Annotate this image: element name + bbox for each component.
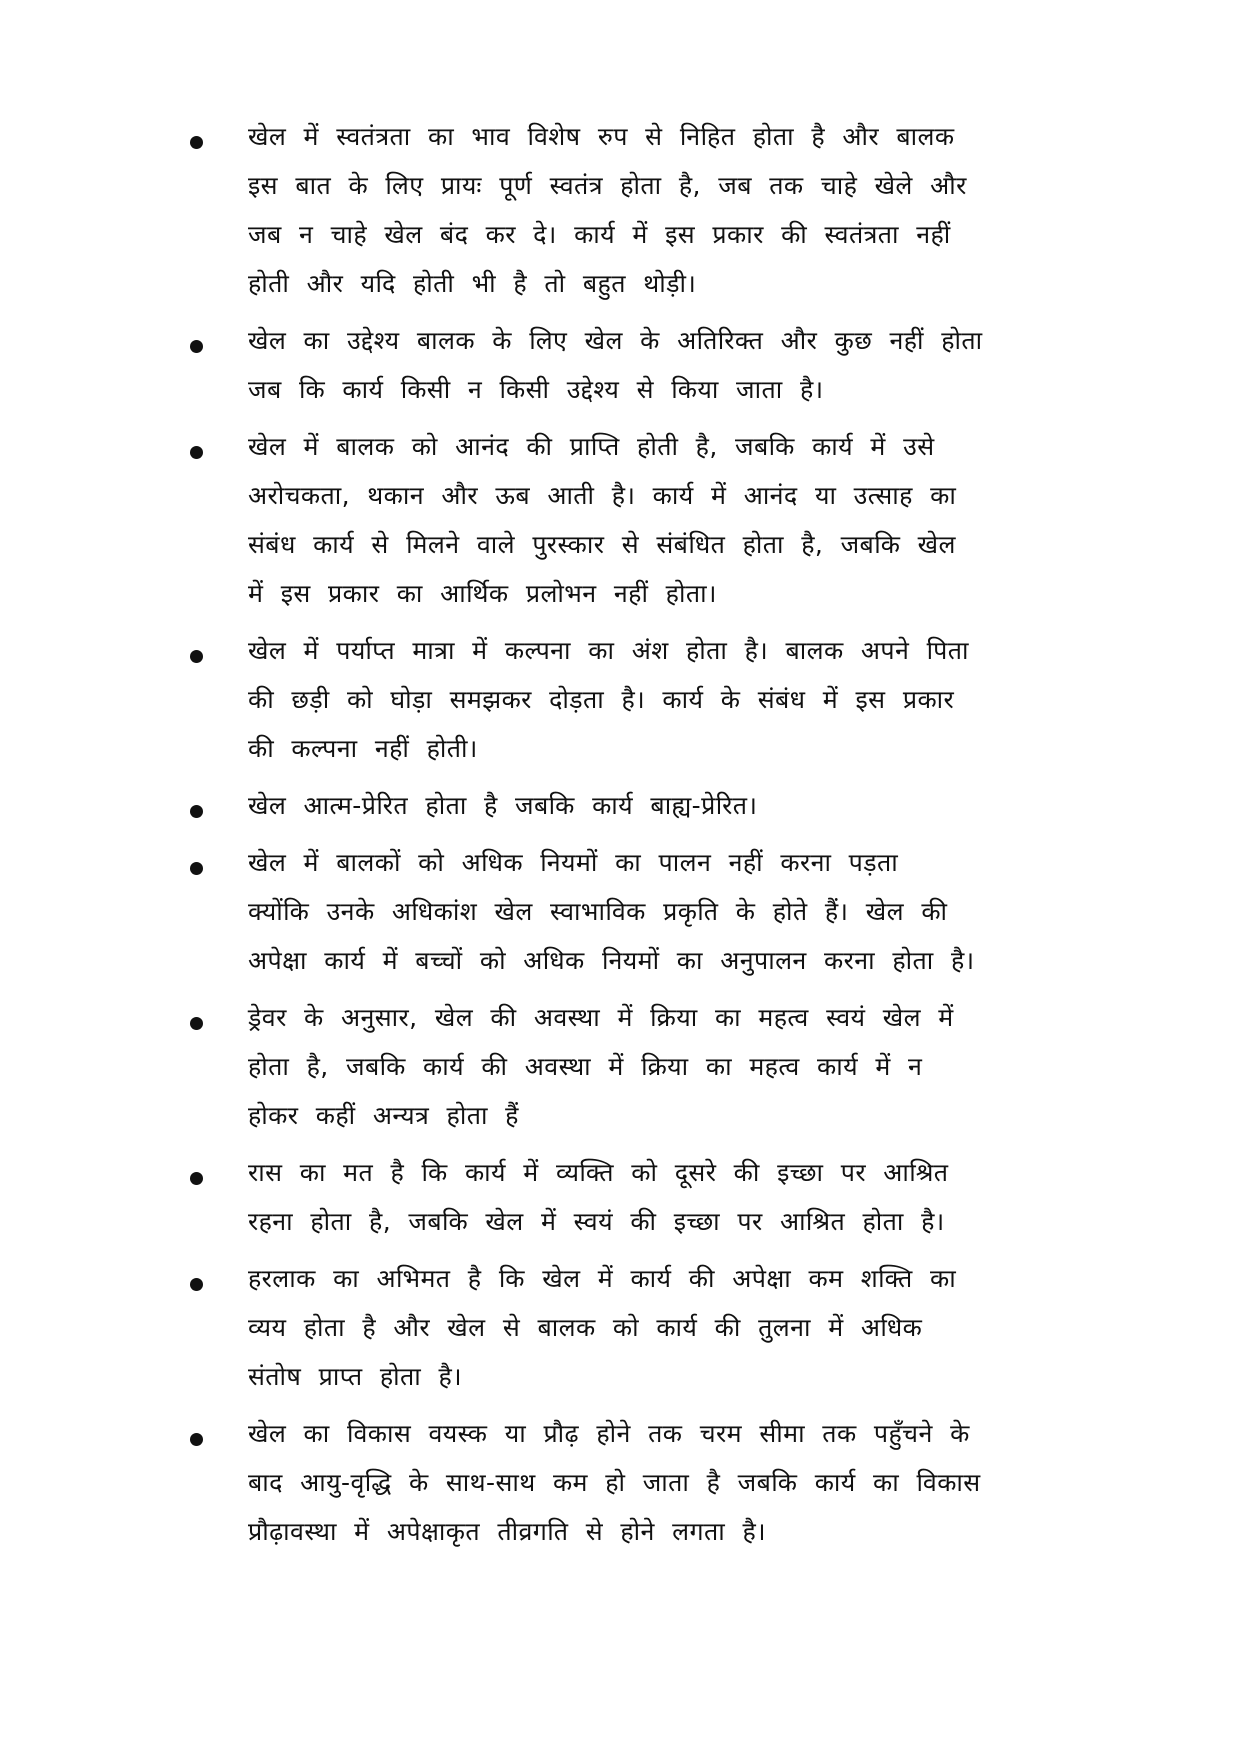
bullet-icon: [190, 1172, 203, 1185]
text-line: होती और यदि होती भी है तो बहुत थोड़ी।: [248, 269, 697, 298]
bullet-icon: [190, 650, 203, 663]
text-line: प्रौढ़ावस्था में अपेक्षाकृत तीव्रगति से होने लगता है।: [248, 1517, 767, 1546]
bullet-list: [190, 112, 1070, 1564]
list-item: [190, 1148, 1070, 1246]
text-line: जब कि कार्य किसी न किसी उद्देश्य से किया जाता है।: [248, 375, 824, 404]
bullet-icon: [190, 1017, 203, 1030]
text-line: क्योंकि उनके अधिकांश खेल स्वाभाविक प्रकृति के होते हैं। खेल की: [248, 897, 948, 926]
text-line: व्यय होता है और खेल से बालक को कार्य की तुलना में अधिक: [248, 1313, 923, 1342]
text-line: इस बात के लिए प्रायः पूर्ण स्वतंत्र होता है, जब तक चाहे खेले और: [248, 171, 967, 200]
text-line: खेल में स्वतंत्रता का भाव विशेष रुप से निहित होता है और बालक: [248, 122, 955, 151]
text-line: होता है, जबकि कार्य की अवस्था में क्रिया का महत्व कार्य में न: [248, 1052, 923, 1081]
text-line: रहना होता है, जबकि खेल में स्वयं की इच्छा पर आश्रित होता है।: [248, 1207, 945, 1236]
bullet-icon: [190, 805, 203, 818]
text-line: खेल में बालकों को अधिक नियमों का पालन नहीं करना पड़ता: [248, 848, 899, 877]
text-line: खेल में बालक को आनंद की प्राप्ति होती है, जबकि कार्य में उसे: [248, 432, 935, 461]
text-line: खेल में पर्याप्त मात्रा में कल्पना का अंश होता है। बालक अपने पिता: [248, 636, 969, 665]
text-line: की कल्पना नहीं होती।: [248, 734, 478, 763]
bullet-icon: [190, 136, 203, 149]
text-line: रास का मत है कि कार्य में व्यक्ति को दूसरे की इच्छा पर आश्रित: [248, 1158, 949, 1187]
list-item: [190, 838, 1070, 985]
text-line: खेल का उद्देश्य बालक के लिए खेल के अतिरिक्त और कुछ नहीं होता: [248, 326, 983, 355]
list-item: [190, 993, 1070, 1140]
text-line: ड्रेवर के अनुसार, खेल की अवस्था में क्रिया का महत्व स्वयं खेल में: [248, 1003, 954, 1032]
list-item: [190, 1254, 1070, 1401]
text-line: होकर कहीं अन्यत्र होता हैं: [248, 1101, 519, 1130]
list-item: [190, 422, 1070, 618]
text-line: संबंध कार्य से मिलने वाले पुरस्कार से संबंधित होता है, जबकि खेल: [248, 530, 956, 559]
list-item: [190, 1409, 1070, 1556]
text-line: खेल का विकास वयस्क या प्रौढ़ होने तक चरम सीमा तक पहुँचने के: [248, 1419, 970, 1448]
text-line: की छड़ी को घोड़ा समझकर दोड़ता है। कार्य के संबंध में इस प्रकार: [248, 685, 955, 714]
text-line: अपेक्षा कार्य में बच्चों को अधिक नियमों का अनुपालन करना होता है।: [248, 946, 975, 975]
bullet-icon: [190, 1278, 203, 1291]
text-line: अरोचकता, थकान और ऊब आती है। कार्य में आनंद या उत्साह का: [248, 481, 957, 510]
bullet-icon: [190, 340, 203, 353]
text-line: खेल आत्म-प्रेरित होता है जबकि कार्य बाह्य-प्रेरित।: [248, 791, 758, 820]
list-item: [190, 112, 1070, 308]
list-item: [190, 626, 1070, 773]
text-line: जब न चाहे खेल बंद कर दे। कार्य में इस प्रकार की स्वतंत्रता नहीं: [248, 220, 951, 249]
text-line: हरलाक का अभिमत है कि खेल में कार्य की अपेक्षा कम शक्ति का: [248, 1264, 957, 1293]
text-line: में इस प्रकार का आर्थिक प्रलोभन नहीं होता।: [248, 579, 717, 608]
text-line: संतोष प्राप्त होता है।: [248, 1362, 462, 1391]
bullet-icon: [190, 1433, 203, 1446]
text-line: बाद आयु-वृद्धि के साथ-साथ कम हो जाता है जबकि कार्य का विकास: [248, 1468, 981, 1497]
list-item: [190, 316, 1070, 414]
bullet-icon: [190, 862, 203, 875]
list-item: [190, 781, 1070, 830]
bullet-icon: [190, 446, 203, 459]
